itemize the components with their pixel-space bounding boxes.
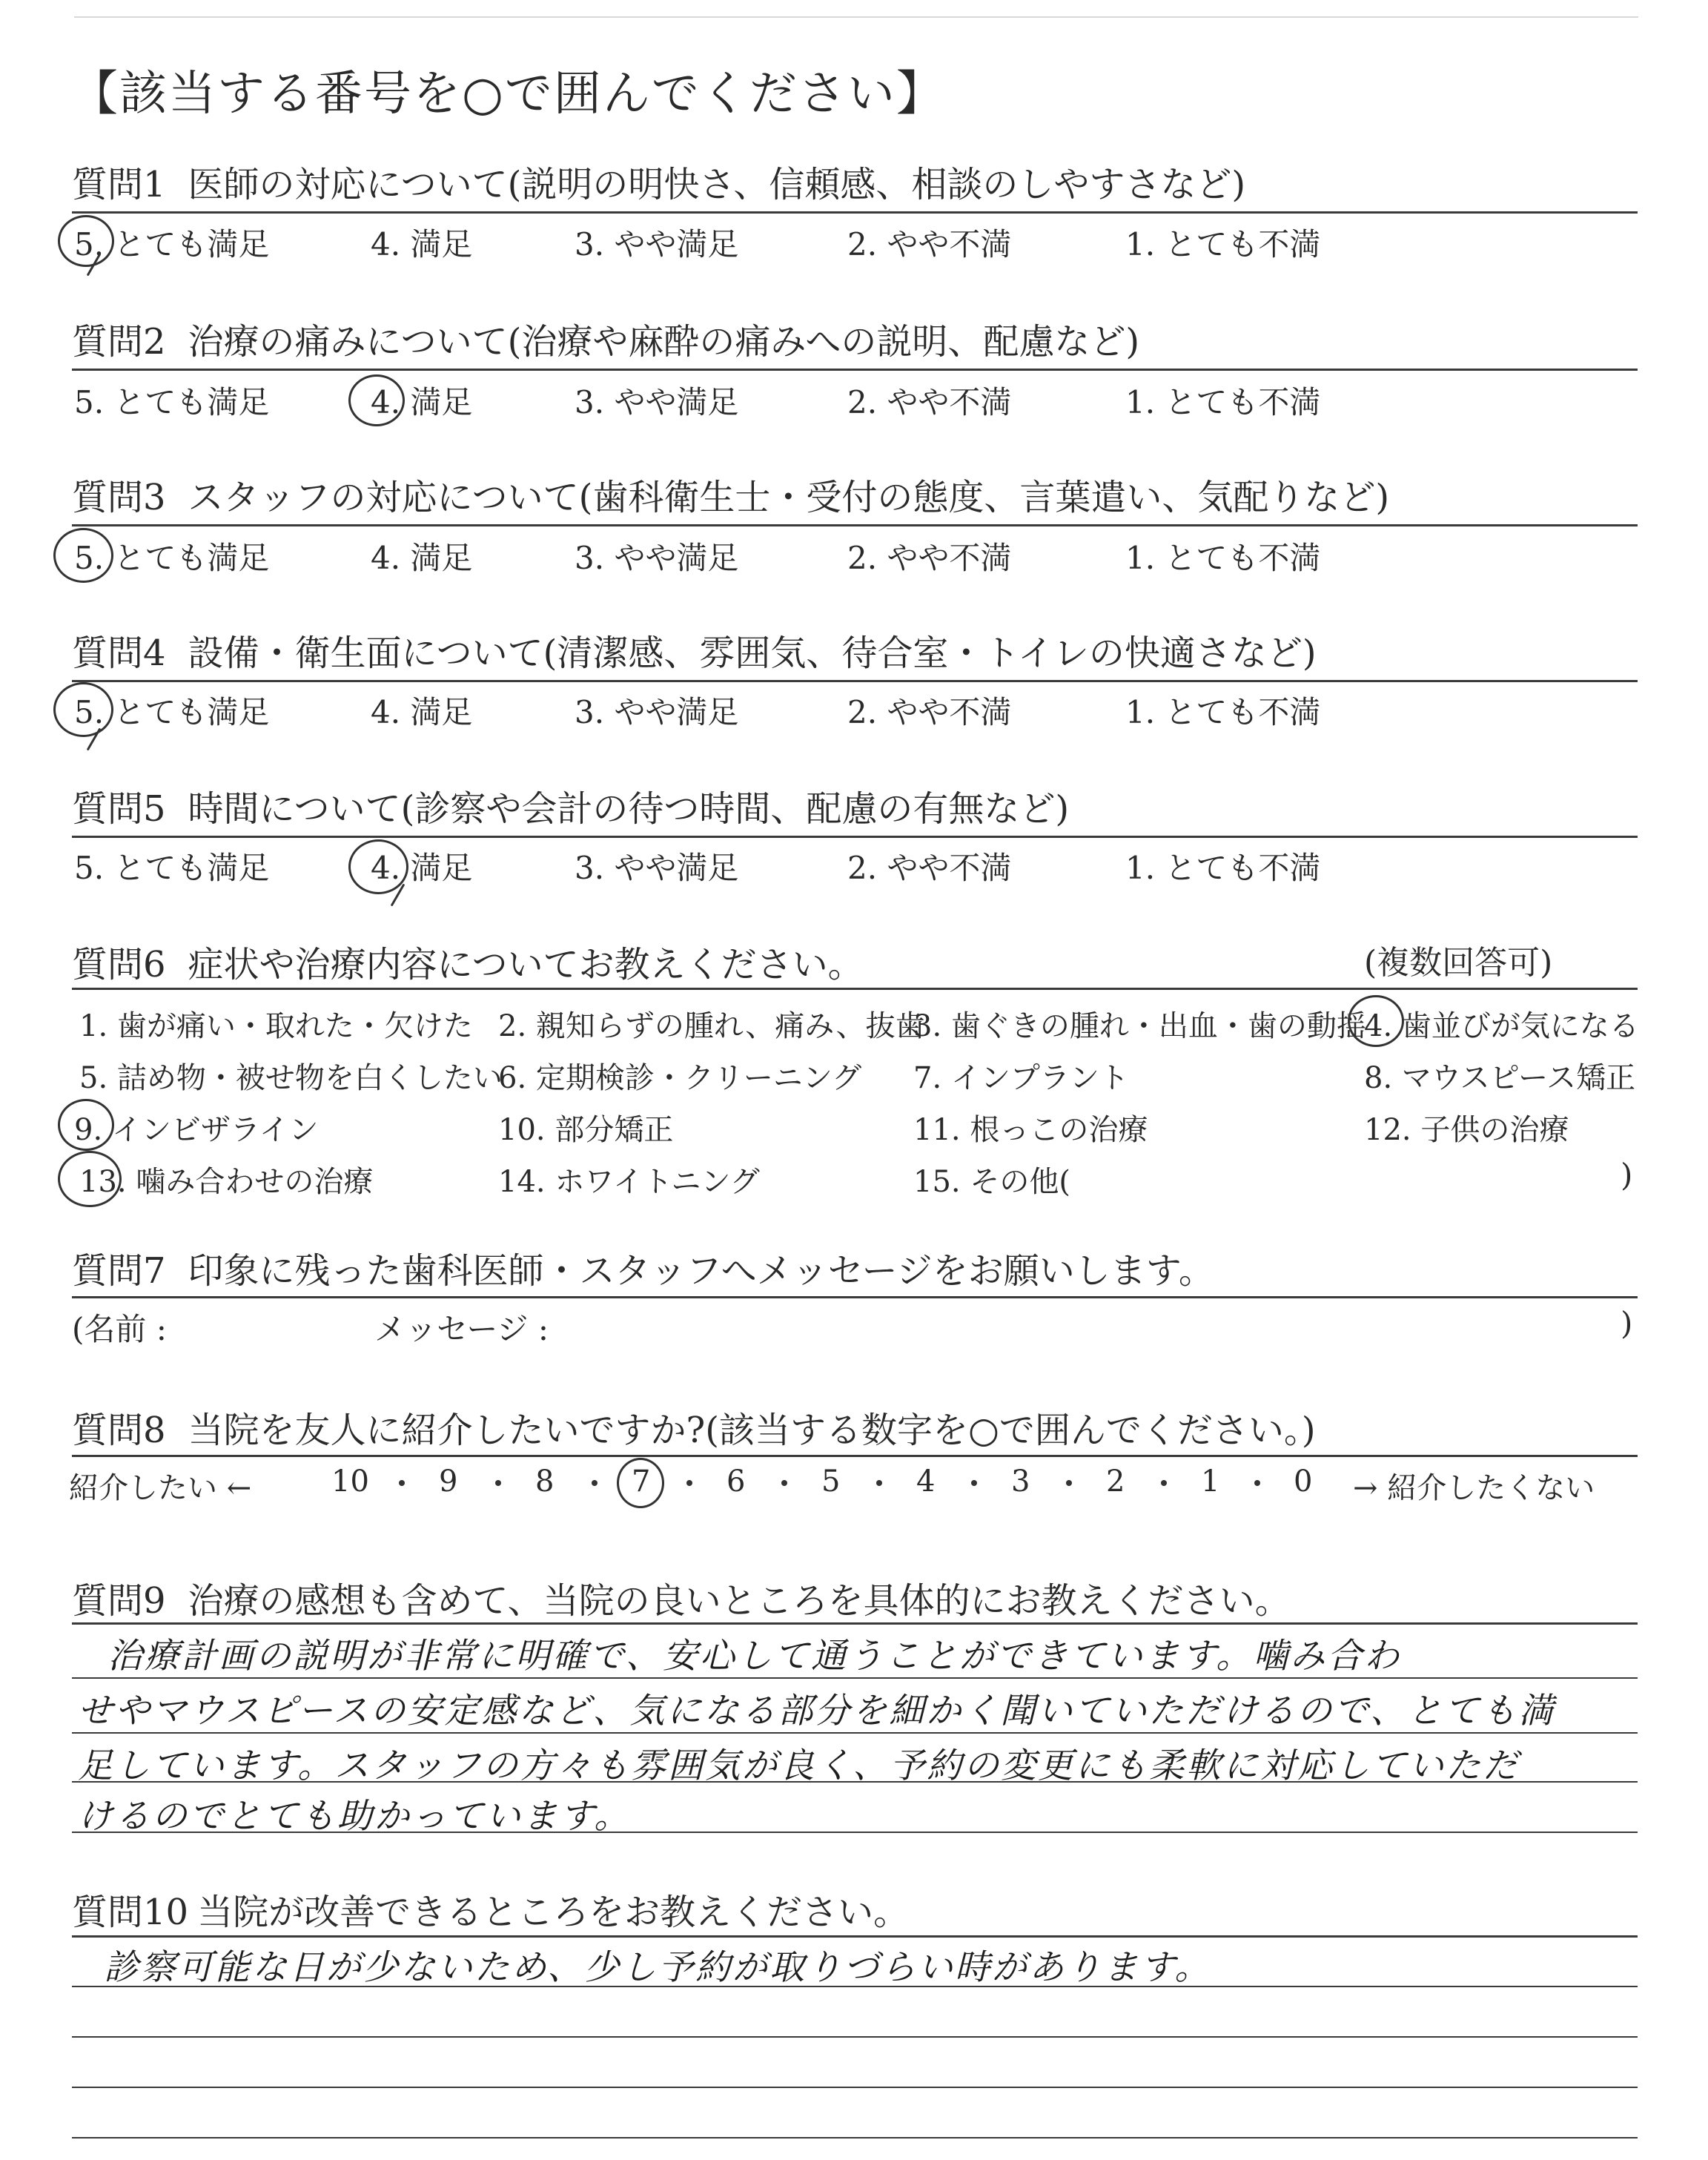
q6-item-3[interactable]: 3. 歯ぐきの腫れ・出血・歯の動揺 (913, 1009, 1366, 1043)
question-6-title (72, 936, 864, 987)
scale-7[interactable]: 7 (632, 1464, 651, 1499)
scale-5[interactable]: 5 (821, 1464, 841, 1499)
question-number: 質問7 (72, 1250, 166, 1292)
q6-item-1[interactable]: 1. 歯が痛い・取れた・欠けた (79, 1009, 473, 1043)
q7-close-paren: ) (1621, 1305, 1633, 1341)
form-heading: 【該当する番号を○で囲んでください】 (70, 67, 945, 122)
question-text: 症状や治療内容についてお教えください。 (188, 944, 864, 985)
question-text: 印象に残った歯科医師・スタッフへメッセージをお願いします。 (188, 1250, 1214, 1292)
question-text: 治療の痛みについて(治療や麻酔の痛みへの説明、配慮など) (188, 321, 1140, 363)
q10-answer-line-1: 診察可能な日が少ないため、少し予約が取りづらい時があります。 (104, 1947, 1212, 1988)
question-number: 質問10 (72, 1892, 189, 1933)
scale-1[interactable]: 1 (1201, 1464, 1220, 1499)
scale-4[interactable]: 4 (916, 1464, 936, 1499)
scale-left-label: 紹介したい ← (69, 1471, 252, 1505)
question-number: 質問6 (72, 944, 166, 985)
scale-8[interactable]: 8 (535, 1464, 555, 1499)
question-10-rule (72, 1935, 1638, 1938)
question-4-rule (72, 680, 1638, 682)
q9-answer-line-4: けるのでとても助かっています。 (78, 1796, 632, 1837)
q4-option-4[interactable]: 4. 満足 (371, 694, 473, 730)
q5-option-5[interactable]: 5. とても満足 (74, 850, 270, 886)
q3-option-2[interactable]: 2. やや不満 (847, 540, 1012, 576)
q3-option-5[interactable]: 5. とても満足 (74, 540, 270, 576)
q3-option-3[interactable]: 3. やや満足 (575, 540, 739, 576)
q4-option-1[interactable]: 1. とても不満 (1125, 694, 1321, 730)
q2-option-1[interactable]: 1. とても不満 (1125, 384, 1321, 420)
q4-option-2[interactable]: 2. やや不満 (847, 694, 1012, 730)
q10-writing-line-3 (72, 2087, 1638, 2088)
scale-9[interactable]: 9 (439, 1464, 458, 1499)
q9-answer-line-3: 足しています。スタッフの方々も雰囲気が良く、予約の変更にも柔軟に対応していただ (78, 1745, 1520, 1786)
question-number: 質問3 (72, 477, 166, 518)
q6-other-close-paren: ) (1621, 1157, 1633, 1193)
question-3-title (72, 469, 1389, 520)
q7-message-label: メッセージ : (374, 1311, 549, 1347)
q9-writing-line-2 (72, 1732, 1638, 1734)
q6-item-6[interactable]: 6. 定期検診・クリーニング (498, 1061, 862, 1095)
scale-separator-dots (371, 1464, 1334, 1502)
q10-writing-line-1 (72, 1986, 1638, 1987)
q10-writing-line-4 (72, 2137, 1638, 2138)
q2-option-2[interactable]: 2. やや不満 (847, 384, 1012, 420)
question-5-rule (72, 836, 1638, 838)
q9-answer-line-1: 治療計画の説明が非常に明確で、安心して通うことができています。噛み合わ (107, 1636, 1402, 1677)
q4-option-5[interactable]: 5. とても満足 (74, 694, 270, 730)
q1-option-2[interactable]: 2. やや不満 (847, 226, 1012, 262)
question-text: スタッフの対応について(歯科衛生士・受付の態度、言葉遣い、気配りなど) (188, 477, 1390, 518)
q6-item-12[interactable]: 12. 子供の治療 (1364, 1113, 1569, 1147)
q9-writing-line-3 (72, 1781, 1638, 1783)
q3-option-4[interactable]: 4. 満足 (371, 540, 473, 576)
q9-writing-line-4 (72, 1832, 1638, 1833)
q1-option-5[interactable]: 5. とても満足 (74, 226, 270, 262)
scale-10[interactable]: 10 (331, 1464, 369, 1499)
question-text: 設備・衛生面について(清潔感、雰囲気、待合室・トイレの快適さなど) (188, 633, 1317, 674)
q6-item-7[interactable]: 7. インプラント (913, 1061, 1129, 1095)
q6-item-15[interactable]: 15. その他( (913, 1165, 1070, 1199)
q2-option-3[interactable]: 3. やや満足 (575, 384, 739, 420)
question-4-title (72, 624, 1317, 676)
q1-option-4[interactable]: 4. 満足 (371, 226, 473, 262)
question-3-rule (72, 524, 1638, 526)
scale-right-label: → 紹介したくない (1353, 1471, 1595, 1505)
q5-option-2[interactable]: 2. やや不満 (847, 850, 1012, 886)
q6-item-9[interactable]: 9. インビザライン (74, 1113, 319, 1147)
question-number: 質問1 (72, 164, 166, 205)
scale-6[interactable]: 6 (726, 1464, 746, 1499)
q2-option-5[interactable]: 5. とても満足 (74, 384, 270, 420)
q6-item-13[interactable]: 13. 噛み合わせの治療 (79, 1165, 374, 1199)
question-number: 質問2 (72, 321, 166, 363)
question-10-title (72, 1883, 909, 1935)
q6-item-5[interactable]: 5. 詰め物・被せ物を白くしたい (79, 1061, 503, 1095)
question-text: 治療の感想も含めて、当院の良いところを具体的にお教えください。 (188, 1580, 1291, 1622)
q3-option-1[interactable]: 1. とても不満 (1125, 540, 1321, 576)
q6-item-11[interactable]: 11. 根っこの治療 (913, 1113, 1148, 1147)
scale-2[interactable]: 2 (1106, 1464, 1125, 1499)
question-1-title (72, 156, 1245, 207)
question-2-title (72, 313, 1139, 364)
q4-option-3[interactable]: 3. やや満足 (575, 694, 739, 730)
question-5-title (72, 780, 1069, 831)
q6-item-4[interactable]: 4. 歯並びが気になる (1364, 1009, 1639, 1043)
question-8-title (72, 1401, 1316, 1453)
question-number: 質問4 (72, 633, 166, 674)
q5-option-4[interactable]: 4. 満足 (371, 850, 473, 886)
multiple-answers-note: (複数回答可) (1364, 944, 1553, 982)
q9-answer-line-2: せやマウスピースの安定感など、気になる部分を細かく聞いていただけるので、とても満 (78, 1691, 1556, 1731)
question-number: 質問9 (72, 1580, 166, 1622)
question-7-title (72, 1242, 1214, 1293)
q9-writing-line-1 (72, 1677, 1638, 1679)
q6-item-8[interactable]: 8. マウスピース矯正 (1364, 1061, 1636, 1095)
question-9-title (72, 1572, 1291, 1623)
question-9-rule (72, 1622, 1638, 1625)
q7-name-label: (名前 : (72, 1311, 167, 1347)
question-2-rule (72, 369, 1638, 371)
q1-option-1[interactable]: 1. とても不満 (1125, 226, 1321, 262)
scale-0[interactable]: 0 (1294, 1464, 1313, 1499)
question-text: 時間について(診察や会計の待つ時間、配慮の有無など) (188, 788, 1070, 830)
q5-option-1[interactable]: 1. とても不満 (1125, 850, 1321, 886)
q1-option-3[interactable]: 3. やや満足 (575, 226, 739, 262)
question-8-rule (72, 1455, 1638, 1457)
top-border (74, 16, 1638, 18)
question-text: 当院を友人に紹介したいですか?(該当する数字を○で囲んでください。) (188, 1410, 1316, 1451)
question-number: 質問8 (72, 1410, 166, 1451)
question-6-rule (72, 988, 1638, 990)
q6-item-2[interactable]: 2. 親知らずの腫れ、痛み、抜歯 (498, 1009, 925, 1043)
q6-item-14[interactable]: 14. ホワイトニング (498, 1165, 760, 1199)
question-1-rule (72, 211, 1638, 214)
question-7-rule (72, 1296, 1638, 1298)
q2-option-4[interactable]: 4. 満足 (371, 384, 473, 420)
q6-item-10[interactable]: 10. 部分矯正 (498, 1113, 674, 1147)
question-number: 質問5 (72, 788, 166, 830)
q10-writing-line-2 (72, 2036, 1638, 2038)
question-text: 当院が改善できるところをお教えください。 (197, 1892, 910, 1933)
question-text: 医師の対応について(説明の明快さ、信頼感、相談のしやすさなど) (188, 164, 1246, 205)
q5-option-3[interactable]: 3. やや満足 (575, 850, 739, 886)
scale-3[interactable]: 3 (1011, 1464, 1030, 1499)
